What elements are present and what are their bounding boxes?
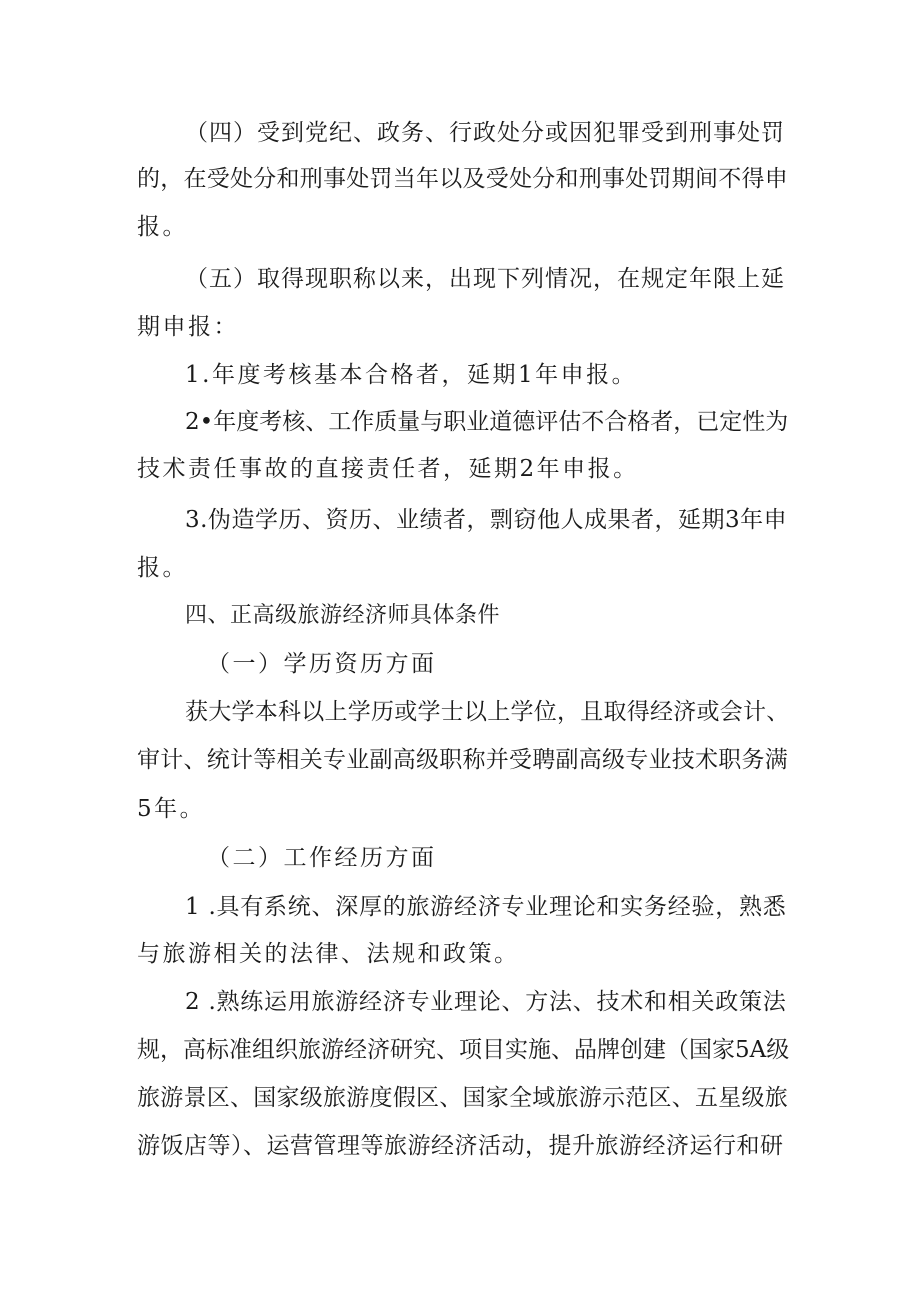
item-2-line-1: 2•年度考核、工作质量与职业道德评估不合格者，已定性为	[185, 409, 789, 435]
subsection-heading-1: （一）学历资历方面	[207, 651, 437, 677]
item-3-line-2: 报。	[137, 555, 188, 581]
item-1-line-1: 1.年度考核基本合格者，延期1年申报。	[185, 362, 638, 388]
paragraph-4-line-1: （四）受到党纪、政务、行政处分或因犯罪受到刑事处罚	[185, 120, 785, 146]
work-item-2-line-1: 2 .熟练运用旅游经济专业理论、方法、技术和相关政策法	[185, 989, 787, 1015]
work-item-2-line-3: 旅游景区、国家级旅游度假区、国家全域旅游示范区、五星级旅	[137, 1085, 788, 1111]
paragraph-4-line-2: 的，在受处分和刑事处罚当年以及受处分和刑事处罚期间不得申	[137, 166, 788, 192]
paragraph-5-line-2: 期申报：	[137, 314, 239, 340]
work-item-2-line-2: 规，高标准组织旅游经济研究、项目实施、品牌创建（国家5A级	[137, 1037, 790, 1063]
work-item-1-line-1: 1 .具有系统、深厚的旅游经济专业理论和实务经验，熟悉	[185, 894, 787, 920]
education-paragraph-line-3: 5年。	[137, 796, 206, 822]
item-3-line-1: 3.伪造学历、资历、业绩者，剽窃他人成果者，延期3年申	[185, 507, 788, 533]
paragraph-4-line-3: 报。	[137, 214, 188, 240]
education-paragraph-line-2: 审计、统计等相关专业副高级职称并受聘副高级专业技术职务满	[137, 747, 788, 773]
paragraph-5-line-1: （五）取得现职称以来，出现下列情况，在规定年限上延	[185, 266, 785, 292]
item-2-line-2: 技术责任事故的直接责任者，延期2年申报。	[137, 456, 639, 482]
work-item-2-line-4: 游饭店等）、运营管理等旅游经济活动，提升旅游经济运行和研	[137, 1133, 784, 1159]
education-paragraph-line-1: 获大学本科以上学历或学士以上学位，且取得经济或会计、	[185, 699, 790, 725]
section-heading-4: 四、正高级旅游经济师具体条件	[185, 603, 501, 628]
work-item-1-line-2: 与旅游相关的法律、法规和政策。	[137, 941, 520, 967]
subsection-heading-2: （二）工作经历方面	[207, 845, 437, 871]
